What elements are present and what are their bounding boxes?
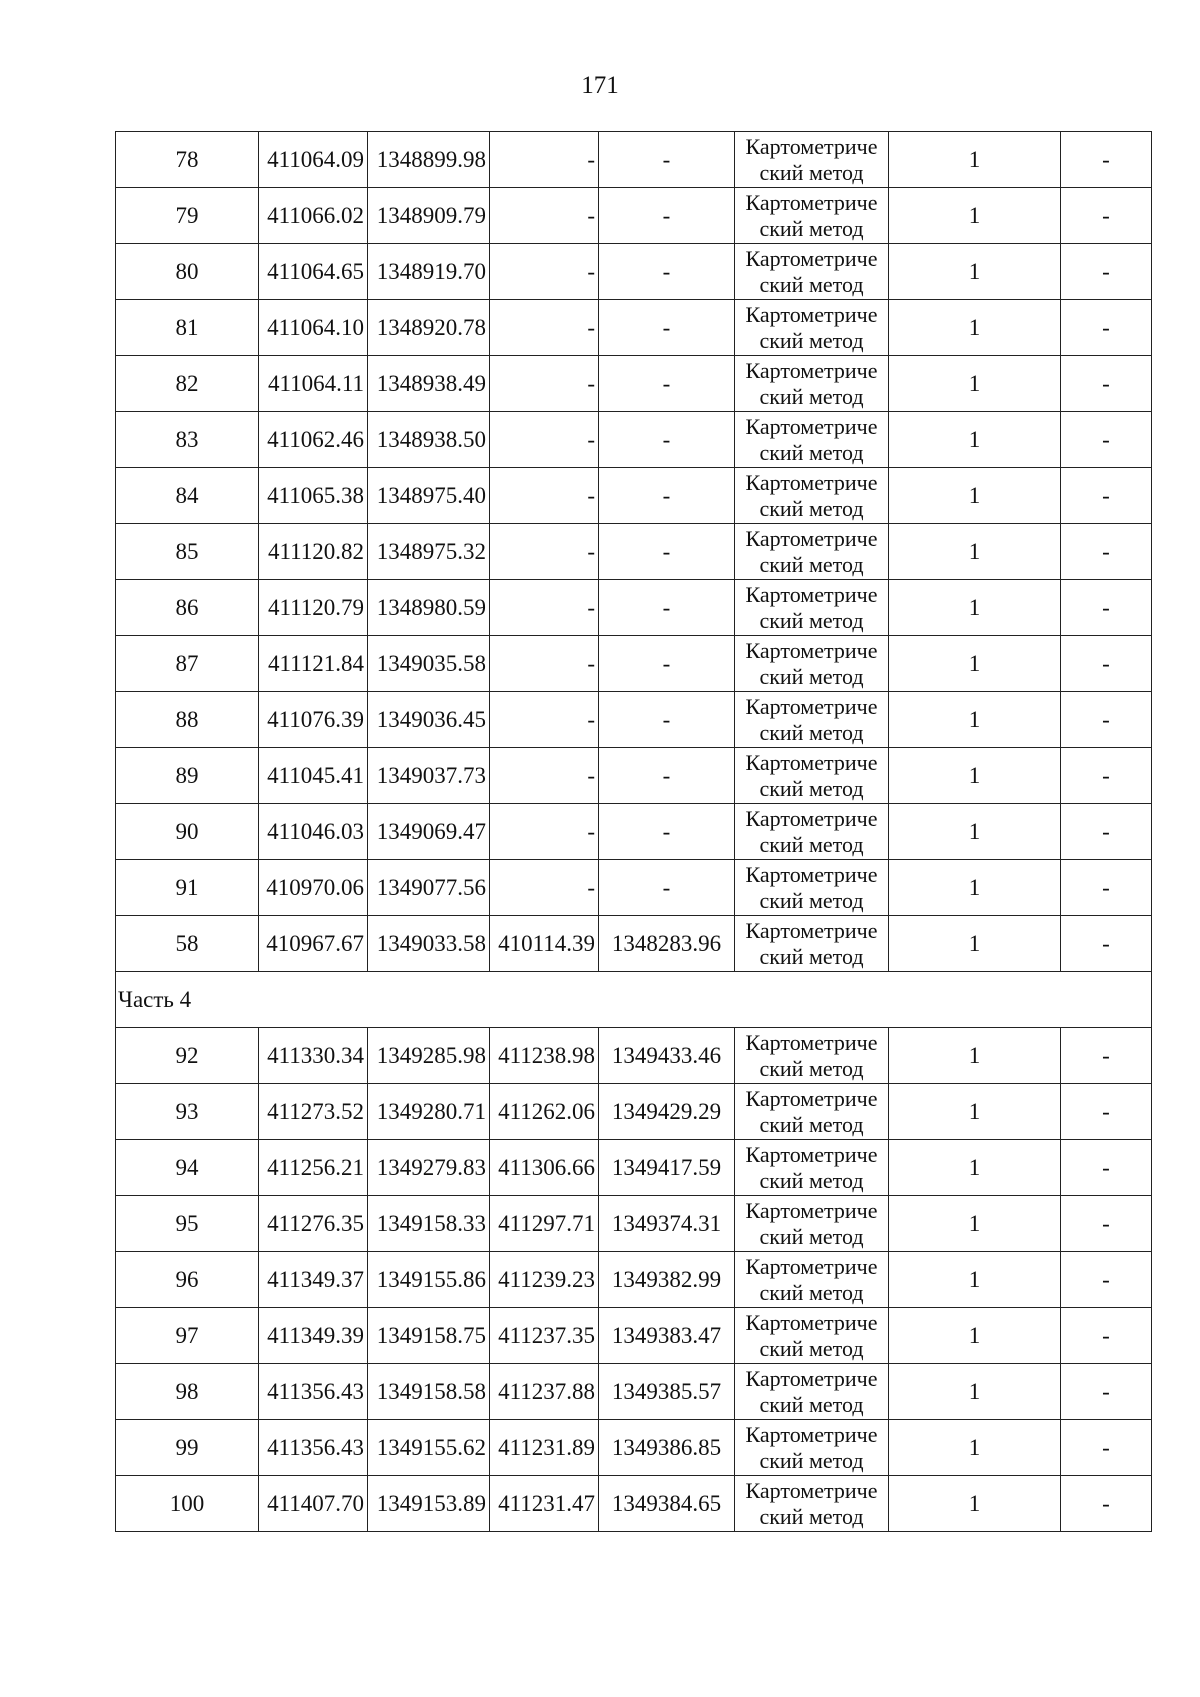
accuracy-cell: 1 bbox=[889, 188, 1061, 244]
method-line: ский метод bbox=[759, 1055, 864, 1081]
x-coordinate-cell: 411273.52 bbox=[259, 1084, 368, 1140]
method-line: Картометриче bbox=[745, 1197, 878, 1223]
part-4-rows bbox=[116, 1028, 1152, 1532]
x-coordinate-cell: 411046.03 bbox=[259, 804, 368, 860]
method-cell bbox=[735, 748, 889, 804]
table-row bbox=[116, 804, 1152, 860]
table-row bbox=[116, 1196, 1152, 1252]
x-coordinate-cell: 411120.79 bbox=[259, 580, 368, 636]
method-line: ский метод bbox=[759, 775, 864, 801]
y-coordinate-cell: 1349280.71 bbox=[368, 1084, 490, 1140]
method-line: ский метод bbox=[759, 1279, 864, 1305]
x-previous-cell: 411237.35 bbox=[490, 1308, 599, 1364]
y-previous-cell: 1348283.96 bbox=[599, 916, 735, 972]
point-number-cell: 79 bbox=[116, 188, 259, 244]
method-line: ский метод bbox=[759, 439, 864, 465]
y-coordinate-cell: 1349279.83 bbox=[368, 1140, 490, 1196]
method-line: Картометриче bbox=[745, 637, 878, 663]
accuracy-cell: 1 bbox=[889, 1476, 1061, 1532]
y-previous-cell: - bbox=[599, 804, 735, 860]
y-previous-cell: - bbox=[599, 132, 735, 188]
method-line: ский метод bbox=[759, 719, 864, 745]
method-line: Картометриче bbox=[745, 1029, 878, 1055]
method-cell bbox=[735, 356, 889, 412]
x-previous-cell: - bbox=[490, 412, 599, 468]
x-previous-cell: 411306.66 bbox=[490, 1140, 599, 1196]
method-cell bbox=[735, 524, 889, 580]
y-coordinate-cell: 1349077.56 bbox=[368, 860, 490, 916]
point-number-cell: 97 bbox=[116, 1308, 259, 1364]
section-label: Часть 4 bbox=[116, 972, 1152, 1028]
point-number-cell: 93 bbox=[116, 1084, 259, 1140]
method-cell bbox=[735, 1252, 889, 1308]
x-previous-cell: 411231.89 bbox=[490, 1420, 599, 1476]
x-coordinate-cell: 410970.06 bbox=[259, 860, 368, 916]
x-previous-cell: - bbox=[490, 860, 599, 916]
method-line: ский метод bbox=[759, 663, 864, 689]
method-line: ский метод bbox=[759, 1391, 864, 1417]
x-coordinate-cell: 411356.43 bbox=[259, 1420, 368, 1476]
method-cell bbox=[735, 244, 889, 300]
method-cell bbox=[735, 860, 889, 916]
x-coordinate-cell: 411064.65 bbox=[259, 244, 368, 300]
table-row bbox=[116, 1252, 1152, 1308]
x-previous-cell: - bbox=[490, 524, 599, 580]
y-coordinate-cell: 1349158.33 bbox=[368, 1196, 490, 1252]
point-number-cell: 99 bbox=[116, 1420, 259, 1476]
note-cell: - bbox=[1061, 244, 1152, 300]
x-coordinate-cell: 411064.11 bbox=[259, 356, 368, 412]
method-line: Картометриче bbox=[745, 1253, 878, 1279]
table-row bbox=[116, 916, 1152, 972]
y-previous-cell: 1349374.31 bbox=[599, 1196, 735, 1252]
method-line: ский метод bbox=[759, 383, 864, 409]
y-previous-cell: 1349433.46 bbox=[599, 1028, 735, 1084]
note-cell: - bbox=[1061, 1364, 1152, 1420]
method-line: Картометриче bbox=[745, 301, 878, 327]
note-cell: - bbox=[1061, 300, 1152, 356]
note-cell: - bbox=[1061, 188, 1152, 244]
method-cell bbox=[735, 468, 889, 524]
y-coordinate-cell: 1348919.70 bbox=[368, 244, 490, 300]
method-line: Картометриче bbox=[745, 861, 878, 887]
point-number-cell: 91 bbox=[116, 860, 259, 916]
method-line: Картометриче bbox=[745, 581, 878, 607]
method-cell bbox=[735, 1028, 889, 1084]
note-cell: - bbox=[1061, 1420, 1152, 1476]
y-coordinate-cell: 1349285.98 bbox=[368, 1028, 490, 1084]
y-previous-cell: - bbox=[599, 468, 735, 524]
x-previous-cell: 411239.23 bbox=[490, 1252, 599, 1308]
point-number-cell: 86 bbox=[116, 580, 259, 636]
method-line: Картометриче bbox=[745, 133, 878, 159]
method-cell bbox=[735, 580, 889, 636]
point-number-cell: 95 bbox=[116, 1196, 259, 1252]
note-cell: - bbox=[1061, 524, 1152, 580]
method-cell bbox=[735, 300, 889, 356]
note-cell: - bbox=[1061, 412, 1152, 468]
method-cell bbox=[735, 1084, 889, 1140]
note-cell: - bbox=[1061, 748, 1152, 804]
note-cell: - bbox=[1061, 692, 1152, 748]
method-cell bbox=[735, 1476, 889, 1532]
y-previous-cell: - bbox=[599, 692, 735, 748]
point-number-cell: 100 bbox=[116, 1476, 259, 1532]
method-line: Картометриче bbox=[745, 1421, 878, 1447]
point-number-cell: 90 bbox=[116, 804, 259, 860]
x-previous-cell: 411262.06 bbox=[490, 1084, 599, 1140]
section-row bbox=[116, 972, 1152, 1028]
y-coordinate-cell: 1349036.45 bbox=[368, 692, 490, 748]
x-previous-cell: 410114.39 bbox=[490, 916, 599, 972]
x-coordinate-cell: 411066.02 bbox=[259, 188, 368, 244]
x-coordinate-cell: 411045.41 bbox=[259, 748, 368, 804]
x-coordinate-cell: 411065.38 bbox=[259, 468, 368, 524]
y-previous-cell: 1349383.47 bbox=[599, 1308, 735, 1364]
part-3-rows bbox=[116, 132, 1152, 972]
point-number-cell: 96 bbox=[116, 1252, 259, 1308]
method-line: ский метод bbox=[759, 271, 864, 297]
table-row bbox=[116, 1308, 1152, 1364]
point-number-cell: 80 bbox=[116, 244, 259, 300]
y-previous-cell: 1349386.85 bbox=[599, 1420, 735, 1476]
table-row bbox=[116, 468, 1152, 524]
point-number-cell: 98 bbox=[116, 1364, 259, 1420]
method-line: ский метод bbox=[759, 159, 864, 185]
y-previous-cell: 1349385.57 bbox=[599, 1364, 735, 1420]
method-cell bbox=[735, 188, 889, 244]
y-previous-cell: 1349429.29 bbox=[599, 1084, 735, 1140]
x-coordinate-cell: 411062.46 bbox=[259, 412, 368, 468]
method-cell bbox=[735, 412, 889, 468]
method-line: Картометриче bbox=[745, 805, 878, 831]
table-row bbox=[116, 860, 1152, 916]
table-row bbox=[116, 188, 1152, 244]
y-previous-cell: - bbox=[599, 860, 735, 916]
y-coordinate-cell: 1349155.86 bbox=[368, 1252, 490, 1308]
table-row bbox=[116, 1476, 1152, 1532]
y-previous-cell: - bbox=[599, 636, 735, 692]
point-number-cell: 94 bbox=[116, 1140, 259, 1196]
accuracy-cell: 1 bbox=[889, 636, 1061, 692]
point-number-cell: 88 bbox=[116, 692, 259, 748]
accuracy-cell: 1 bbox=[889, 412, 1061, 468]
method-line: Картометриче bbox=[745, 525, 878, 551]
x-previous-cell: - bbox=[490, 356, 599, 412]
x-previous-cell: - bbox=[490, 468, 599, 524]
x-previous-cell: - bbox=[490, 300, 599, 356]
accuracy-cell: 1 bbox=[889, 804, 1061, 860]
x-coordinate-cell: 411121.84 bbox=[259, 636, 368, 692]
x-coordinate-cell: 410967.67 bbox=[259, 916, 368, 972]
method-line: ский метод bbox=[759, 887, 864, 913]
note-cell: - bbox=[1061, 468, 1152, 524]
method-line: Картометриче bbox=[745, 413, 878, 439]
accuracy-cell: 1 bbox=[889, 244, 1061, 300]
method-cell bbox=[735, 692, 889, 748]
x-coordinate-cell: 411064.09 bbox=[259, 132, 368, 188]
accuracy-cell: 1 bbox=[889, 1308, 1061, 1364]
method-line: ский метод bbox=[759, 551, 864, 577]
table-row bbox=[116, 692, 1152, 748]
note-cell: - bbox=[1061, 1140, 1152, 1196]
y-coordinate-cell: 1348980.59 bbox=[368, 580, 490, 636]
table-row bbox=[116, 356, 1152, 412]
table-row bbox=[116, 636, 1152, 692]
y-previous-cell: 1349417.59 bbox=[599, 1140, 735, 1196]
method-line: ский метод bbox=[759, 943, 864, 969]
accuracy-cell: 1 bbox=[889, 860, 1061, 916]
y-coordinate-cell: 1348938.50 bbox=[368, 412, 490, 468]
y-previous-cell: - bbox=[599, 748, 735, 804]
y-coordinate-cell: 1349037.73 bbox=[368, 748, 490, 804]
method-cell bbox=[735, 1420, 889, 1476]
note-cell: - bbox=[1061, 860, 1152, 916]
method-line: Картометриче bbox=[745, 357, 878, 383]
point-number-cell: 87 bbox=[116, 636, 259, 692]
accuracy-cell: 1 bbox=[889, 580, 1061, 636]
x-previous-cell: - bbox=[490, 636, 599, 692]
accuracy-cell: 1 bbox=[889, 1196, 1061, 1252]
method-line: ский метод bbox=[759, 1503, 864, 1529]
accuracy-cell: 1 bbox=[889, 692, 1061, 748]
y-coordinate-cell: 1349069.47 bbox=[368, 804, 490, 860]
note-cell: - bbox=[1061, 1084, 1152, 1140]
table-row bbox=[116, 1140, 1152, 1196]
coordinates-table bbox=[115, 131, 1152, 1532]
y-previous-cell: - bbox=[599, 300, 735, 356]
note-cell: - bbox=[1061, 636, 1152, 692]
method-cell bbox=[735, 636, 889, 692]
accuracy-cell: 1 bbox=[889, 524, 1061, 580]
x-previous-cell: - bbox=[490, 580, 599, 636]
accuracy-cell: 1 bbox=[889, 1252, 1061, 1308]
note-cell: - bbox=[1061, 1196, 1152, 1252]
method-cell bbox=[735, 1308, 889, 1364]
x-coordinate-cell: 411276.35 bbox=[259, 1196, 368, 1252]
x-previous-cell: - bbox=[490, 748, 599, 804]
y-previous-cell: - bbox=[599, 524, 735, 580]
method-line: Картометриче bbox=[745, 1085, 878, 1111]
method-line: Картометриче bbox=[745, 189, 878, 215]
x-coordinate-cell: 411356.43 bbox=[259, 1364, 368, 1420]
y-coordinate-cell: 1348975.40 bbox=[368, 468, 490, 524]
note-cell: - bbox=[1061, 804, 1152, 860]
method-line: Картометриче bbox=[745, 749, 878, 775]
method-line: Картометриче bbox=[745, 1365, 878, 1391]
method-line: ский метод bbox=[759, 1223, 864, 1249]
point-number-cell: 83 bbox=[116, 412, 259, 468]
method-line: ский метод bbox=[759, 1167, 864, 1193]
x-previous-cell: - bbox=[490, 692, 599, 748]
accuracy-cell: 1 bbox=[889, 468, 1061, 524]
table-row bbox=[116, 244, 1152, 300]
note-cell: - bbox=[1061, 356, 1152, 412]
method-line: Картометриче bbox=[745, 1309, 878, 1335]
note-cell: - bbox=[1061, 1028, 1152, 1084]
method-line: ский метод bbox=[759, 215, 864, 241]
x-coordinate-cell: 411349.37 bbox=[259, 1252, 368, 1308]
y-coordinate-cell: 1349033.58 bbox=[368, 916, 490, 972]
y-coordinate-cell: 1349155.62 bbox=[368, 1420, 490, 1476]
accuracy-cell: 1 bbox=[889, 916, 1061, 972]
page-number: 171 bbox=[581, 72, 619, 99]
method-cell bbox=[735, 916, 889, 972]
point-number-cell: 81 bbox=[116, 300, 259, 356]
point-number-cell: 58 bbox=[116, 916, 259, 972]
table-row bbox=[116, 1084, 1152, 1140]
accuracy-cell: 1 bbox=[889, 132, 1061, 188]
method-line: Картометриче bbox=[745, 693, 878, 719]
table-row bbox=[116, 580, 1152, 636]
method-line: Картометриче bbox=[745, 1477, 878, 1503]
x-coordinate-cell: 411330.34 bbox=[259, 1028, 368, 1084]
note-cell: - bbox=[1061, 1308, 1152, 1364]
x-previous-cell: - bbox=[490, 188, 599, 244]
table-row bbox=[116, 524, 1152, 580]
point-number-cell: 82 bbox=[116, 356, 259, 412]
table-row bbox=[116, 1028, 1152, 1084]
method-line: ский метод bbox=[759, 1335, 864, 1361]
accuracy-cell: 1 bbox=[889, 1028, 1061, 1084]
y-coordinate-cell: 1348909.79 bbox=[368, 188, 490, 244]
x-previous-cell: 411297.71 bbox=[490, 1196, 599, 1252]
note-cell: - bbox=[1061, 132, 1152, 188]
method-line: Картометриче bbox=[745, 245, 878, 271]
table-row bbox=[116, 1420, 1152, 1476]
accuracy-cell: 1 bbox=[889, 356, 1061, 412]
note-cell: - bbox=[1061, 1476, 1152, 1532]
x-previous-cell: - bbox=[490, 132, 599, 188]
accuracy-cell: 1 bbox=[889, 1084, 1061, 1140]
table-row bbox=[116, 748, 1152, 804]
method-cell bbox=[735, 1364, 889, 1420]
y-previous-cell: - bbox=[599, 244, 735, 300]
method-line: ский метод bbox=[759, 1111, 864, 1137]
y-coordinate-cell: 1348899.98 bbox=[368, 132, 490, 188]
method-line: ский метод bbox=[759, 495, 864, 521]
note-cell: - bbox=[1061, 580, 1152, 636]
method-cell bbox=[735, 1140, 889, 1196]
y-coordinate-cell: 1348975.32 bbox=[368, 524, 490, 580]
table-row bbox=[116, 1364, 1152, 1420]
method-line: Картометриче bbox=[745, 1141, 878, 1167]
x-previous-cell: - bbox=[490, 244, 599, 300]
y-coordinate-cell: 1348938.49 bbox=[368, 356, 490, 412]
accuracy-cell: 1 bbox=[889, 300, 1061, 356]
method-cell bbox=[735, 804, 889, 860]
table-row bbox=[116, 412, 1152, 468]
point-number-cell: 84 bbox=[116, 468, 259, 524]
method-line: ский метод bbox=[759, 327, 864, 353]
table-row bbox=[116, 132, 1152, 188]
point-number-cell: 89 bbox=[116, 748, 259, 804]
accuracy-cell: 1 bbox=[889, 1420, 1061, 1476]
x-coordinate-cell: 411064.10 bbox=[259, 300, 368, 356]
part-4-section bbox=[116, 972, 1152, 1028]
x-coordinate-cell: 411120.82 bbox=[259, 524, 368, 580]
x-previous-cell: 411231.47 bbox=[490, 1476, 599, 1532]
method-line: ский метод bbox=[759, 607, 864, 633]
point-number-cell: 92 bbox=[116, 1028, 259, 1084]
y-coordinate-cell: 1349153.89 bbox=[368, 1476, 490, 1532]
method-line: ский метод bbox=[759, 1447, 864, 1473]
x-previous-cell: 411238.98 bbox=[490, 1028, 599, 1084]
method-cell bbox=[735, 132, 889, 188]
method-line: Картометриче bbox=[745, 917, 878, 943]
method-line: Картометриче bbox=[745, 469, 878, 495]
table-row bbox=[116, 300, 1152, 356]
note-cell: - bbox=[1061, 1252, 1152, 1308]
y-previous-cell: 1349384.65 bbox=[599, 1476, 735, 1532]
y-previous-cell: 1349382.99 bbox=[599, 1252, 735, 1308]
point-number-cell: 85 bbox=[116, 524, 259, 580]
x-coordinate-cell: 411256.21 bbox=[259, 1140, 368, 1196]
y-coordinate-cell: 1349158.75 bbox=[368, 1308, 490, 1364]
y-previous-cell: - bbox=[599, 188, 735, 244]
y-previous-cell: - bbox=[599, 580, 735, 636]
accuracy-cell: 1 bbox=[889, 1140, 1061, 1196]
accuracy-cell: 1 bbox=[889, 1364, 1061, 1420]
x-previous-cell: 411237.88 bbox=[490, 1364, 599, 1420]
method-cell bbox=[735, 1196, 889, 1252]
y-coordinate-cell: 1349035.58 bbox=[368, 636, 490, 692]
x-coordinate-cell: 411076.39 bbox=[259, 692, 368, 748]
x-previous-cell: - bbox=[490, 804, 599, 860]
y-previous-cell: - bbox=[599, 356, 735, 412]
y-coordinate-cell: 1349158.58 bbox=[368, 1364, 490, 1420]
note-cell: - bbox=[1061, 916, 1152, 972]
accuracy-cell: 1 bbox=[889, 748, 1061, 804]
method-line: ский метод bbox=[759, 831, 864, 857]
x-coordinate-cell: 411349.39 bbox=[259, 1308, 368, 1364]
y-coordinate-cell: 1348920.78 bbox=[368, 300, 490, 356]
x-coordinate-cell: 411407.70 bbox=[259, 1476, 368, 1532]
point-number-cell: 78 bbox=[116, 132, 259, 188]
y-previous-cell: - bbox=[599, 412, 735, 468]
